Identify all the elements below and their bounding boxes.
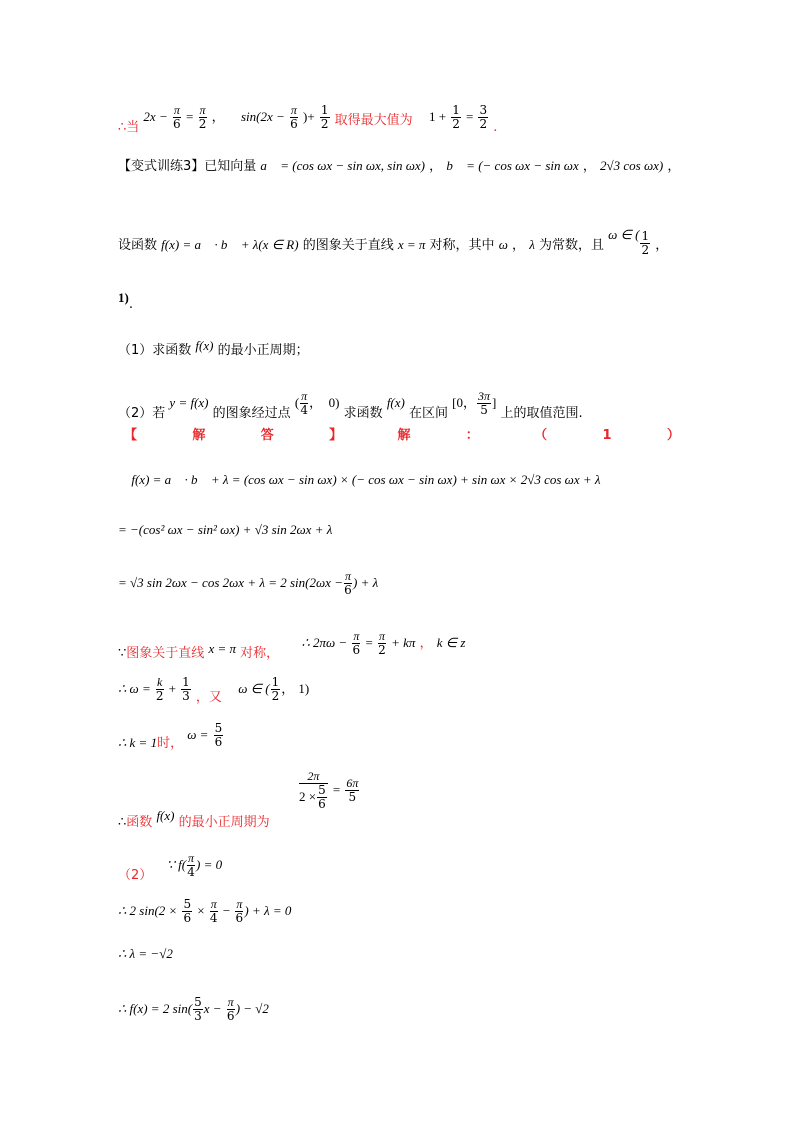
solution-step-9: ∴ 2 sin(2 × $\frac{5}{6}$ × $\frac{\pi}{4}$ − $\frac{\pi}{6}$ ) + λ = 0 [118,897,292,925]
solution-step-6: ∴ k = 1时， ω = $\frac{5}{6}$ [118,721,223,751]
max-label: 取得最大值为 [334,113,413,128]
vector-a: a⃗ = (cos ωx − sin ωx, sin ωx) [260,158,426,173]
interval-close: 1). [118,290,133,312]
solution-step-10: ∴ λ = −√2 [118,946,173,961]
part-2-label: （2） ∵ f( $\frac{\pi}{4}$ ) = 0 [118,851,223,883]
answer-header: 【 解 答 】 解 ： （ 1 ） [124,428,680,443]
line-max-value: ∴当 2x − $\frac{\pi}{6}$ = $\frac{\pi}{2}$ ， sin(2x − $\frac{\pi}{6}$ )+ $\frac{1}{2}$ 取得最大值为 1 + $\frac{1}{2}$ = $\frac{3}{2}$ . [118,103,498,135]
variant-problem-title: 【变式训练3】已知向量 a⃗ = (cos ωx − sin ωx, sin ωx) ， b⃗ = (− cos ωx − sin ωx ， 2√3 cos ωx) ， [118,158,681,174]
solution-step-4: ∵图象关于直线 x = π 对称， ∴ 2πω − $\frac{\pi}{6}$ = $\frac{\pi}{2}$ + kπ ， k ∈ z [118,629,466,661]
question-2: （2）若 y = f(x) 的图象经过点 ( $\frac{\pi}{4}$ ， 0) 求函数 f(x) 在区间 [0， $\frac{3\pi}{5}$ ] 上的取值范围. [118,389,583,421]
vector-b: b⃗ = (− cos ωx − sin ωx [446,158,579,173]
function-definition: 设函数 f(x) = a⃗ · b⃗ + λ(x ∈ R) 的图象关于直线 x = π 对称，其中 ω ， λ 为常数，且 ω ∈ ( $\frac{1}{2}$ ， [118,227,669,257]
solution-step-2: = −(cos² ωx − sin² ωx) + √3 sin 2ωx + λ [118,522,333,537]
period-calculation: 2π 2 × $\frac{5}{6}$ = $\frac{6\pi}{5}$ [299,769,359,811]
solution-step-5: ∴ ω = $\frac{k}{2}$ + $\frac{1}{3}$ ，又 ω ∈ ( $\frac{1}{2}$ ， 1) [118,675,310,705]
question-1: （1）求函数 f(x) 的最小正周期； [118,338,309,358]
solution-step-1: ∵ f(x) = a⃗ · b⃗ + λ = (cos ωx − sin ωx) × (− cos ωx − sin ωx) + sin ωx × 2√3 cos ωx + λ [118,472,601,487]
therefore-dang: ∴当 [118,120,140,135]
solution-step-8: ∴函数 f(x) 的最小正周期为 [118,808,270,830]
solution-step-11: ∴ f(x) = 2 sin( $\frac{5}{3}$ x − $\frac{\pi}{6}$ ) − √2 [118,995,269,1023]
solution-step-3: = √3 sin 2ωx − cos 2ωx + λ = 2 sin(2ωx − $\frac{\pi}{6}$ ) + λ [118,569,379,597]
